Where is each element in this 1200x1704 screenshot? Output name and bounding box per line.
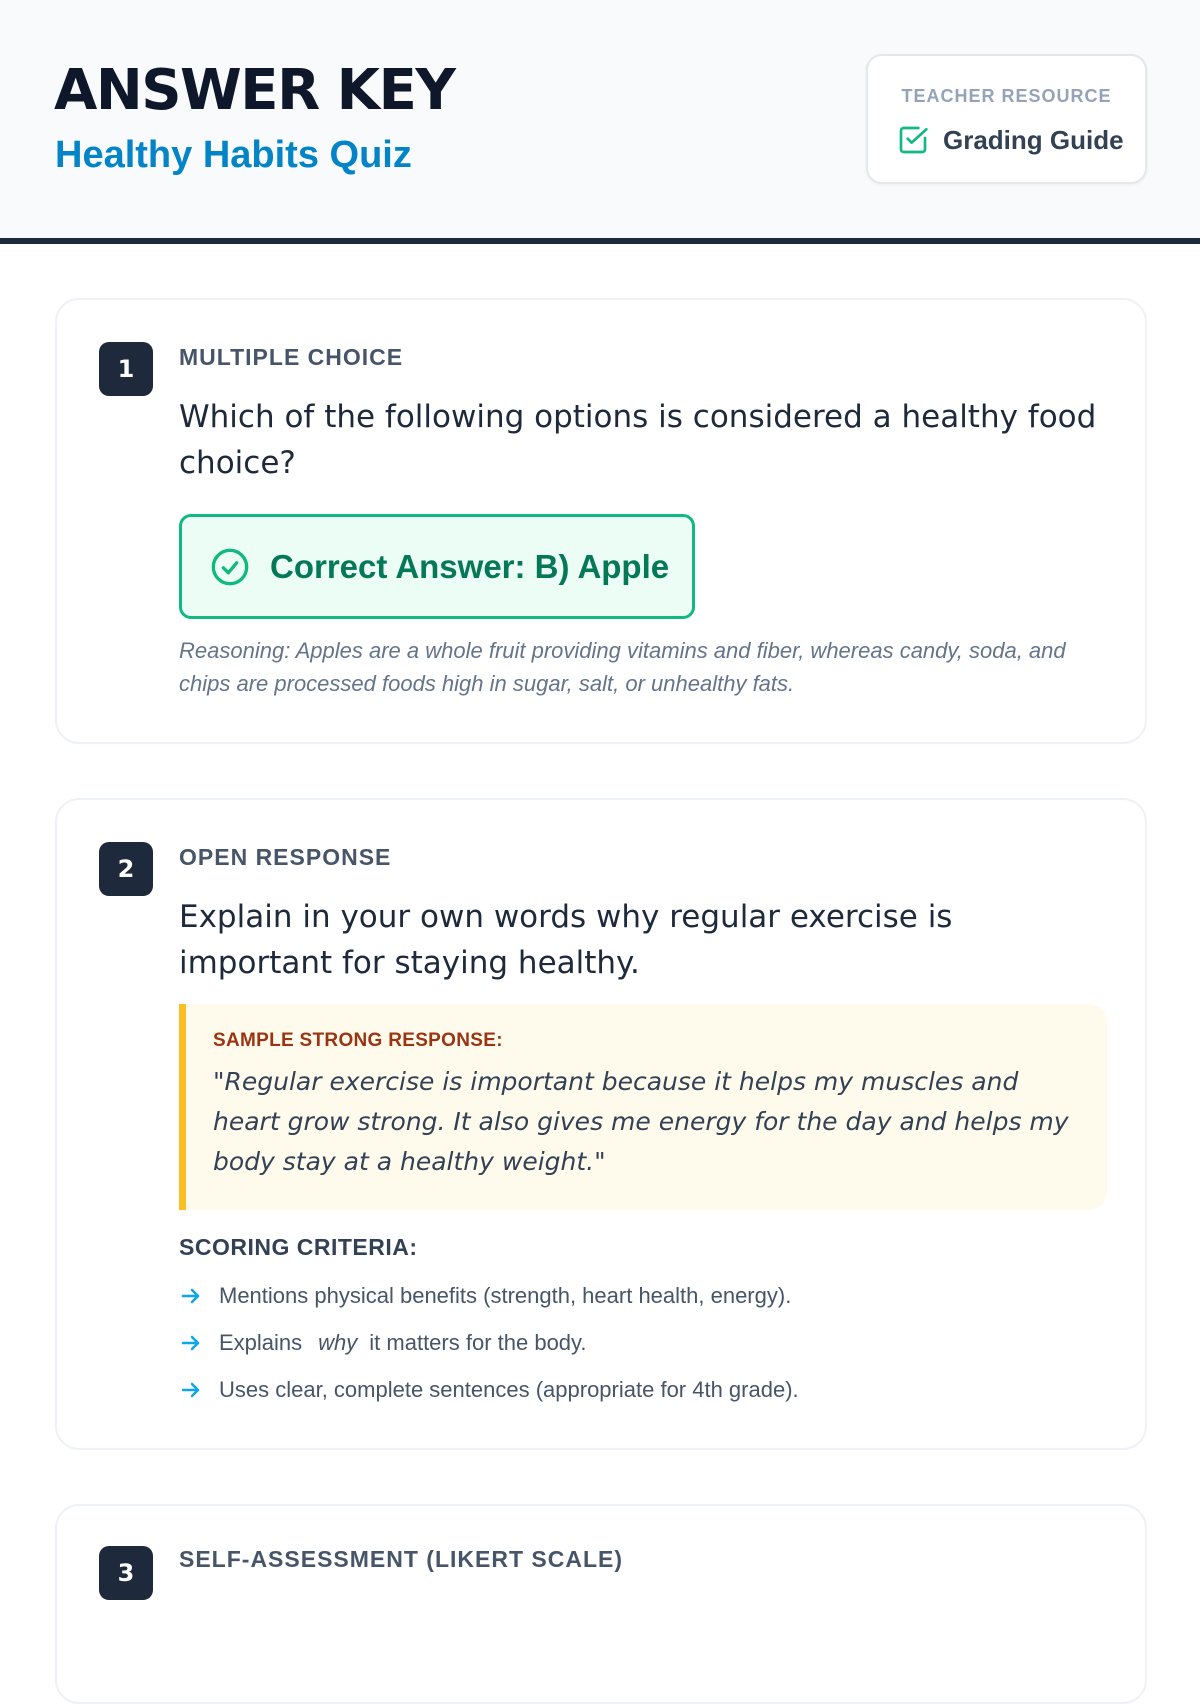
question-text: Which of the following options is considered a healthy food choice?	[179, 399, 1097, 481]
question-text: Explain in your own words why regular exercise is important for staying healthy.	[179, 899, 953, 981]
sample-response-text: "Regular exercise is important because it helps my muscles and heart grow strong. It also gives me energy for the day and helps my body stay at a healthy weight."	[213, 1067, 1069, 1176]
criteria-item	[179, 1366, 1099, 1413]
answer-reasoning: Reasoning: Apples are a whole fruit providing vitamins and fiber, whereas candy, soda, and chips are processed foods high in sugar, salt, or unhealthy fats.	[179, 638, 1066, 696]
page-subtitle: Healthy Habits Quiz	[55, 134, 412, 176]
page-title: ANSWER KEY	[54, 58, 455, 123]
correct-answer-text: Correct Answer: B) Apple	[270, 547, 670, 585]
question-type: OPEN RESPONSE	[179, 844, 392, 870]
arrow-right-icon	[179, 1378, 203, 1402]
question-number-badge: 2	[99, 842, 153, 896]
question-number-badge: 1	[99, 342, 153, 396]
resource-row	[897, 120, 1124, 160]
sample-response-box	[179, 1004, 1107, 1210]
arrow-right-icon	[179, 1331, 203, 1355]
header	[0, 0, 1200, 244]
question-card-3	[55, 1504, 1147, 1704]
criteria-text: Explains	[219, 1329, 303, 1355]
question-card-1	[55, 298, 1147, 744]
correct-answer-box	[179, 514, 695, 619]
question-type: MULTIPLE CHOICE	[179, 344, 404, 370]
checkbox-icon	[897, 124, 929, 156]
teacher-resource-card	[866, 54, 1147, 184]
criteria-text: Mentions physical benefits (strength, heart health, energy).	[219, 1282, 792, 1308]
scoring-criteria-title: SCORING CRITERIA:	[179, 1234, 418, 1260]
criteria-emphasis: why	[318, 1329, 358, 1355]
criteria-item	[179, 1319, 1099, 1366]
scoring-criteria-list	[179, 1272, 1099, 1413]
question-card-2	[55, 798, 1147, 1450]
criteria-text: Uses clear, complete sentences (appropriate for 4th grade).	[219, 1376, 799, 1402]
criteria-text: it matters for the body.	[369, 1329, 587, 1355]
sample-response-label: SAMPLE STRONG RESPONSE:	[213, 1030, 503, 1051]
question-type: SELF-ASSESSMENT (LIKERT SCALE)	[179, 1546, 624, 1572]
check-circle-icon	[210, 547, 250, 587]
question-number-badge: 3	[99, 1546, 153, 1600]
criteria-item	[179, 1272, 1099, 1319]
resource-label: TEACHER RESOURCE	[901, 86, 1112, 106]
resource-title: Grading Guide	[943, 124, 1124, 155]
arrow-right-icon	[179, 1284, 203, 1308]
